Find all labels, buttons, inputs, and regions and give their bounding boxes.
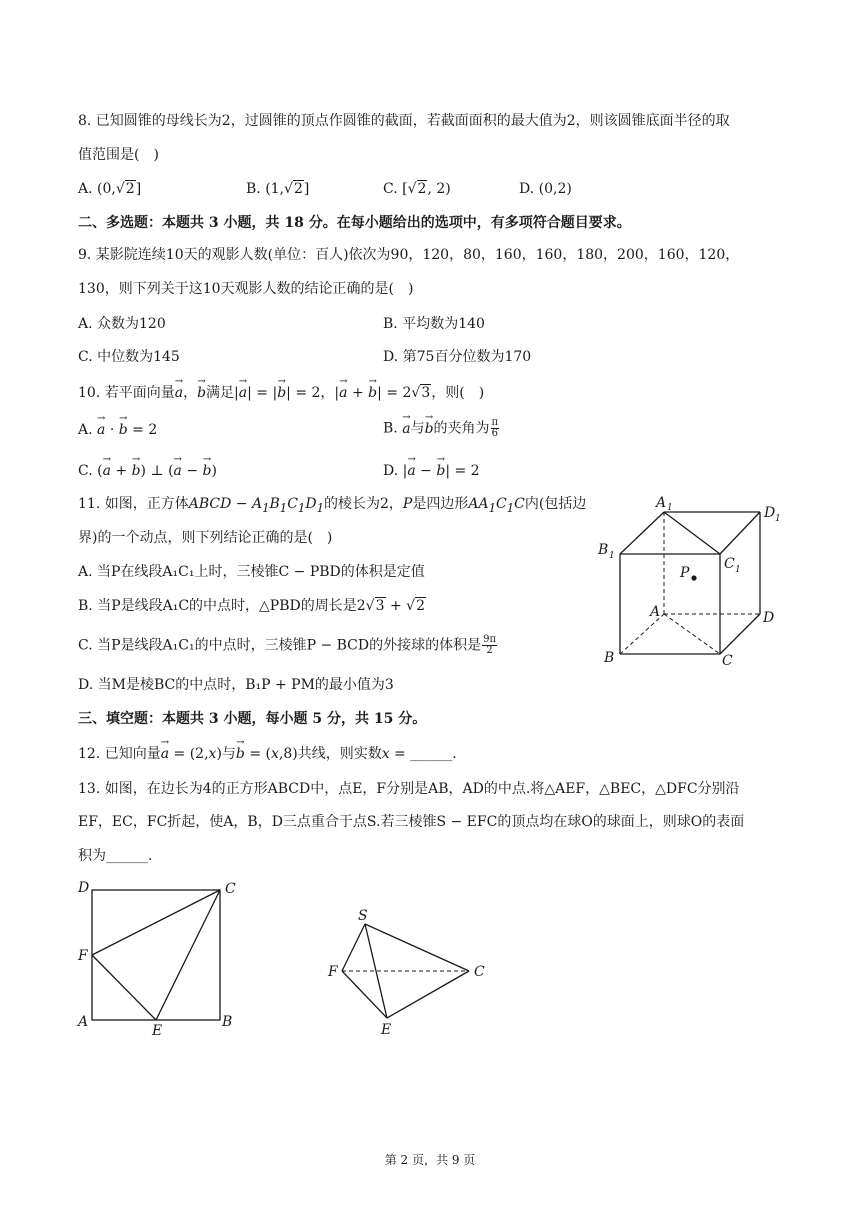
tet-label-s: S <box>358 908 368 924</box>
q9-line2: 130，则下列关于这10天观影人数的结论正确的是( ) <box>78 281 414 297</box>
page-footer: 第 2 页，共 9 页 <box>384 1153 476 1167</box>
label-d: D <box>763 610 775 626</box>
label-b1-sub: 1 <box>609 551 615 561</box>
section-3-heading: 三、填空题：本题共 3 小题，每小题 5 分，共 15 分。 <box>78 711 427 727</box>
q10-stem: 10. 若平面向量→ a，→ b满足|→ a| = |→ b| = 2，|→ a + → b| = 2√3，则( ) <box>78 383 484 403</box>
label-b1: B <box>598 542 609 558</box>
q11-option-a: A. 当P在线段A₁C₁上时，三棱锥C − PBD的体积是定值 <box>78 564 425 580</box>
sq-label-b: B <box>222 1014 233 1030</box>
q8-line1: 8. 已知圆锥的母线长为2，过圆锥的顶点作圆锥的截面，若截面面积的最大值为2，则该圆锥底面半径的取 <box>78 113 730 129</box>
cube-figure <box>590 490 790 670</box>
q8-option-c: C. [√2, 2) <box>383 181 451 197</box>
q10-option-d: D. |→ a − → b| = 2 <box>383 461 480 481</box>
label-d1: D <box>764 505 776 521</box>
q9-option-c: C. 中位数为145 <box>78 349 180 365</box>
q10-option-b: B. → a与→ b的夹角为 $\frac{\pi}{6}$ <box>383 418 500 439</box>
label-c1: C <box>724 556 735 572</box>
label-a1: A <box>656 495 667 511</box>
q8-line2: 值范围是( ) <box>78 147 159 163</box>
q8-option-b: B. (1,√2] <box>246 181 310 197</box>
label-a1-sub: 1 <box>667 503 673 513</box>
q10-option-c: C. (→ a + → b) ⊥ (→ a − → b) <box>78 461 217 481</box>
q13-line2: EF，EC，FC折起，使A，B，D三点重合于点S.若三棱锥S − EFC的顶点均在球O的球面上，则球O的表面 <box>78 814 745 830</box>
q9-line1: 9. 某影院连续10天的观影人数(单位：百人)依次为90，120，80，160，160，180，200，160，120， <box>78 247 740 263</box>
q11-line2: 界)的一个动点，则下列结论正确的是( ) <box>78 530 333 546</box>
sq-label-c: C <box>225 881 236 897</box>
q9-option-d: D. 第75百分位数为170 <box>383 349 532 365</box>
q11-line1: 11. 如图，正方体ABCD − $A_1B_1C_1D_1$的棱长为2，P是四边形$AA_1C_1C$内(包括边 <box>78 496 587 515</box>
label-p: P <box>680 565 690 581</box>
q9-option-a: A. 众数为120 <box>78 316 166 332</box>
sq-label-d: D <box>78 880 90 896</box>
label-c1-sub: 1 <box>735 565 741 575</box>
q13-line3: 积为______. <box>78 848 153 864</box>
q12-stem: 12. 已知向量→ a = (2,x)与→ b = (x,8)共线，则实数x = ______. <box>78 744 457 764</box>
label-a: A <box>650 604 661 620</box>
sq-label-a: A <box>78 1014 89 1030</box>
q11-option-d: D. 当M是棱BC的中点时，B₁P + PM的最小值为3 <box>78 677 394 693</box>
label-d1-sub: 1 <box>775 514 781 524</box>
label-b: B <box>604 650 615 666</box>
q11-option-b: B. 当P是线段A₁C的中点时，△PBD的周长是2√3 + √2 <box>78 598 425 614</box>
sq-label-f: F <box>78 948 88 964</box>
section-2-heading: 二、多选题：本题共 3 小题，共 18 分。在每小题给出的选项中，有多项符合题目要求。 <box>78 215 631 231</box>
q13-line1: 13. 如图，在边长为4的正方形ABCD中，点E，F分别是AB，AD的中点.将△AEF，△BEC，△DFC分别沿 <box>78 781 740 797</box>
tet-label-c: C <box>474 964 485 980</box>
tet-label-e: E <box>381 1022 392 1038</box>
q10-option-a: A. → a · → b = 2 <box>78 420 157 440</box>
point-p-marker <box>691 575 696 580</box>
q8-option-a: A. (0,√2] <box>78 181 142 197</box>
q8-option-d: D. (0,2) <box>519 181 572 197</box>
q9-option-b: B. 平均数为140 <box>383 316 485 332</box>
q11-option-c: C. 当P是线段A₁C₁的中点时，三棱锥P − BCD的外接球的体积是 $\frac{9\pi}{2}$ <box>78 634 497 656</box>
square-figure <box>72 876 252 1039</box>
tetrahedron-figure <box>322 904 492 1044</box>
tet-label-f: F <box>328 964 338 980</box>
label-c: C <box>722 653 733 669</box>
sq-label-e: E <box>152 1023 163 1039</box>
